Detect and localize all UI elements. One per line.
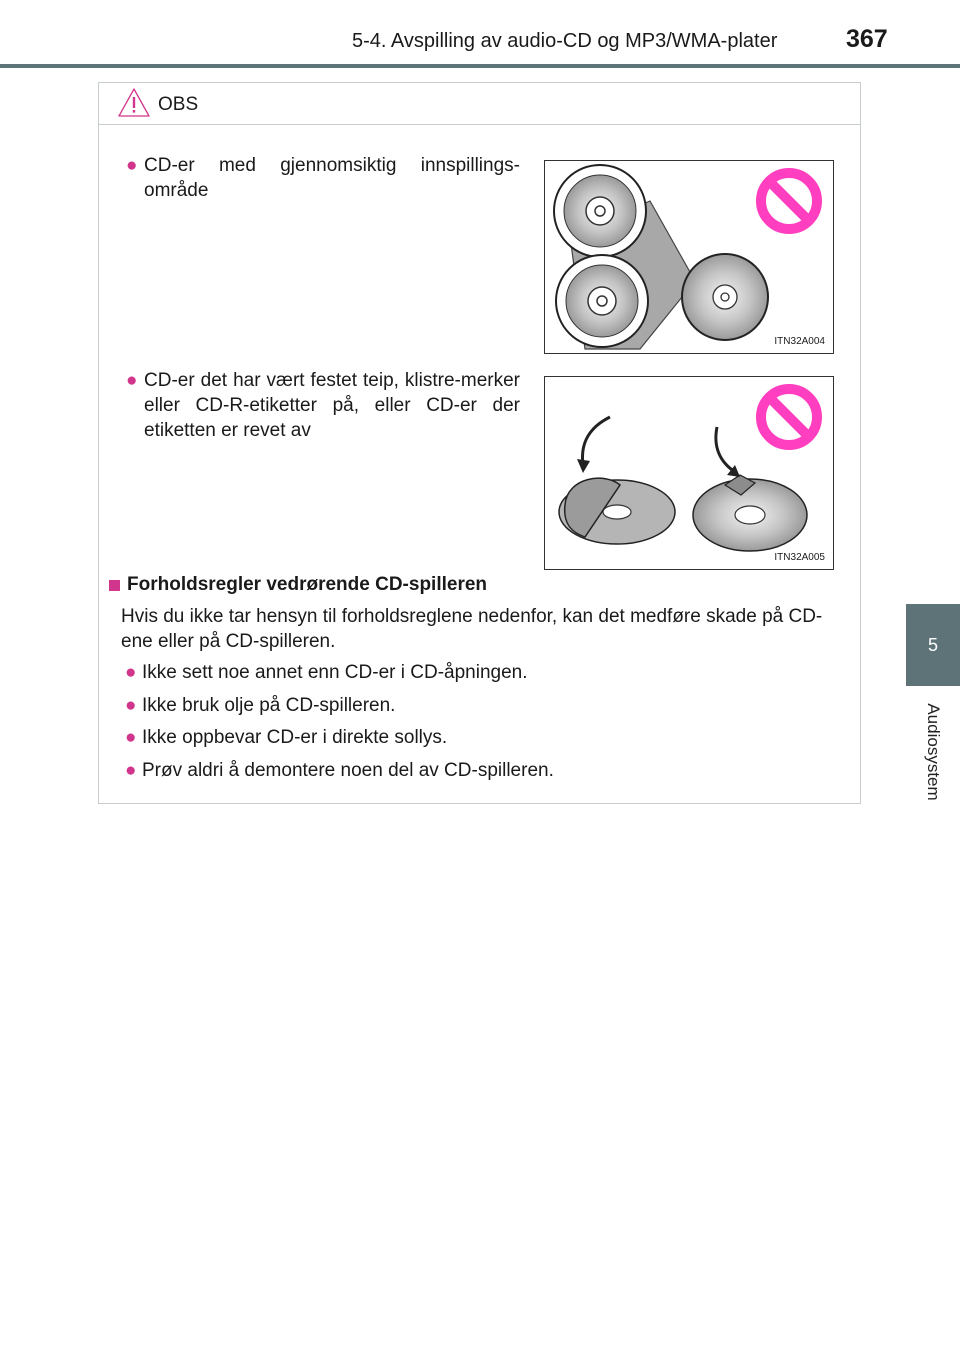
figure-transparent-cd (544, 160, 834, 354)
prohibition-icon (761, 173, 817, 229)
prohibition-icon (761, 389, 817, 445)
list-item (125, 695, 395, 717)
chapter-tab (906, 604, 960, 686)
header-rule (0, 64, 960, 68)
figure-code: ITN32A005 (774, 552, 825, 563)
header-title: 5-4. Avspilling av audio-CD og MP3/WMA-plater (352, 30, 778, 52)
notice-header (99, 83, 860, 125)
list-item (125, 727, 447, 749)
square-bullet-icon (109, 580, 120, 591)
bullet-dot-icon: ● (125, 760, 137, 781)
chapter-label: Audiosystem (924, 703, 943, 801)
list-item-text: Ikke bruk olje på CD-spilleren. (142, 695, 396, 716)
list-item-text: Prøv aldri å demontere noen del av CD-spilleren. (142, 760, 554, 781)
bullet-dot-icon: ● (125, 695, 137, 716)
bullet-dot-icon: ● (125, 662, 137, 683)
section-heading (109, 574, 487, 596)
notice-item (126, 153, 520, 203)
notice-item-text: CD-er det har vært festet teip, klistre-merker eller CD-R-etiketter på, eller CD-er der etiketten er revet av (144, 370, 520, 441)
list-item-text: Ikke oppbevar CD-er i direkte sollys. (142, 727, 448, 748)
notice-item-text: CD-er med gjennomsiktig innspillings-område (144, 155, 520, 201)
cd-illustration (545, 377, 832, 568)
page-number: 367 (846, 25, 888, 53)
cd-illustration (545, 161, 832, 352)
list-item (125, 760, 554, 782)
notice-label: OBS (158, 94, 199, 115)
notice-item (126, 368, 520, 443)
list-item-text: Ikke sett noe annet enn CD-er i CD-åpningen. (142, 662, 528, 683)
bullet-dot-icon: ● (126, 370, 138, 391)
warning-triangle-icon (117, 87, 151, 119)
figure-code: ITN32A004 (774, 336, 825, 347)
section-heading-text: Forholdsregler vedrørende CD-spilleren (127, 574, 488, 595)
list-item (125, 662, 528, 684)
figure-label-cd (544, 376, 834, 570)
bullet-dot-icon: ● (126, 155, 138, 176)
chapter-number: 5 (927, 634, 938, 655)
bullet-dot-icon: ● (125, 727, 137, 748)
section-intro: Hvis du ikke tar hensyn til forholdsreglene nedenfor, kan det medføre skade på CD-ene eller på CD-spilleren. (121, 606, 823, 652)
